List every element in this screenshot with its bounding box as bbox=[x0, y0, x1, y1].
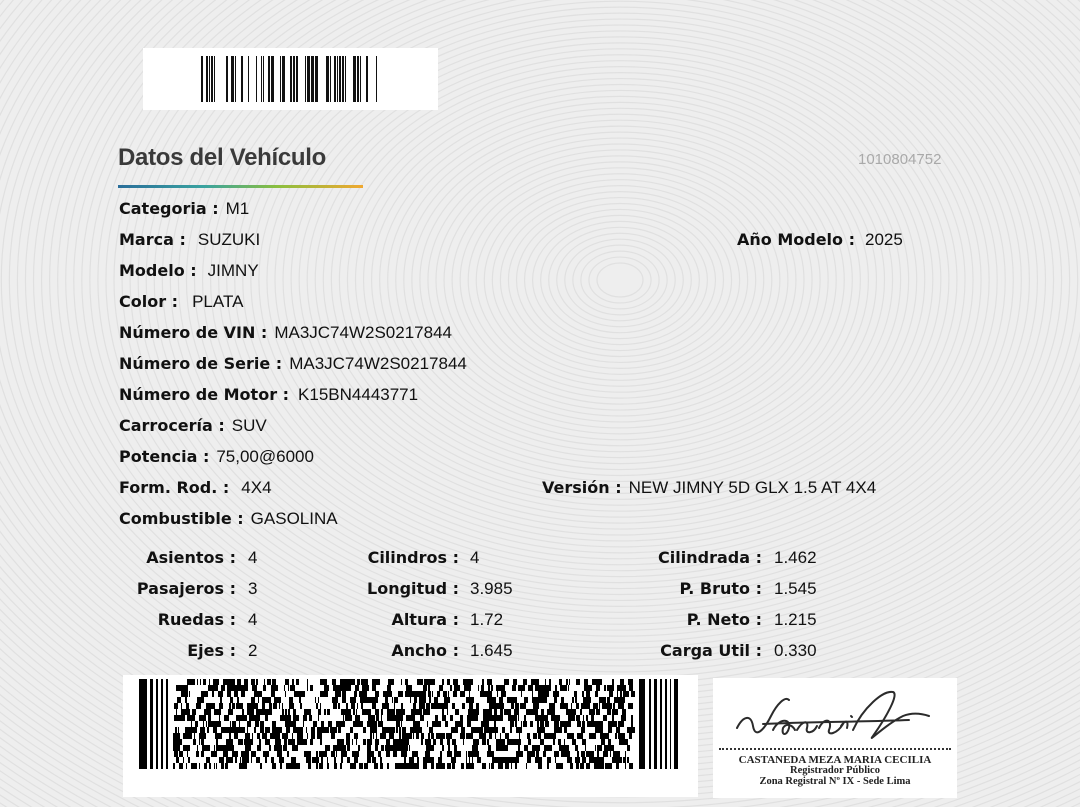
spec-pasajeros-label: Pasajeros : bbox=[136, 579, 236, 598]
spec-ejes-label: Ejes : bbox=[187, 641, 236, 660]
field-serie: Número de Serie : MA3JC74W2S0217844 bbox=[119, 354, 467, 373]
spec-p-bruto-label: P. Bruto : bbox=[679, 579, 762, 598]
spec-carga-util-value: 0.330 bbox=[774, 641, 817, 660]
field-categoria: Categoria : M1 bbox=[119, 199, 250, 218]
spec-ancho-label: Ancho : bbox=[391, 641, 459, 660]
spec-altura-value: 1.72 bbox=[470, 610, 504, 629]
registrar-name: CASTANEDA MEZA MARIA CECILIA bbox=[738, 754, 932, 766]
spec-asientos-value: 4 bbox=[248, 548, 258, 567]
spec-cilindros-value: 4 bbox=[470, 548, 480, 567]
spec-longitud-value: 3.985 bbox=[470, 579, 513, 598]
spec-asientos-label: Asientos : bbox=[146, 548, 236, 567]
field-potencia: Potencia : 75,00@6000 bbox=[119, 447, 314, 466]
spec-pasajeros-value: 3 bbox=[248, 579, 258, 598]
field-modelo: Modelo : JIMNY bbox=[119, 261, 259, 280]
spec-ruedas-label: Ruedas : bbox=[157, 610, 236, 629]
spec-cilindros-label: Cilindros : bbox=[367, 548, 459, 567]
field-form-rod: Form. Rod. : 4X4 bbox=[119, 478, 272, 497]
spec-carga-util-label: Carga Util : bbox=[660, 641, 762, 660]
spec-ancho-value: 1.645 bbox=[470, 641, 513, 660]
spec-longitud-label: Longitud : bbox=[367, 579, 459, 598]
document-number: 1010804752 bbox=[858, 151, 942, 168]
field-version: Versión : NEW JIMNY 5D GLX 1.5 AT 4X4 bbox=[542, 478, 877, 497]
spec-p-neto-label: P. Neto : bbox=[686, 610, 762, 629]
registrar-office: Zona Registral Nº IX - Sede Lima bbox=[759, 776, 911, 787]
field-motor: Número de Motor : K15BN4443771 bbox=[119, 385, 419, 404]
spec-cilindrada-label: Cilindrada : bbox=[658, 548, 762, 567]
signature-block bbox=[713, 678, 957, 798]
field-carroceria: Carrocería : SUV bbox=[119, 416, 267, 435]
spec-altura-label: Altura : bbox=[391, 610, 459, 629]
spec-p-bruto-value: 1.545 bbox=[774, 579, 817, 598]
signature-dotted-line bbox=[719, 748, 951, 750]
field-color: Color : PLATA bbox=[119, 292, 244, 311]
spec-ejes-value: 2 bbox=[248, 641, 258, 660]
spec-cilindrada-value: 1.462 bbox=[774, 548, 817, 567]
field-marca: Marca : SUZUKI bbox=[119, 230, 261, 249]
title-underline bbox=[118, 185, 363, 188]
top-barcode bbox=[143, 48, 438, 110]
spec-p-neto-value: 1.215 bbox=[774, 610, 817, 629]
field-anio-modelo: Año Modelo : 2025 bbox=[737, 230, 903, 249]
pdf417-barcode bbox=[123, 675, 698, 797]
registrar-role: Registrador Público bbox=[790, 765, 880, 776]
handwritten-signature bbox=[733, 686, 933, 748]
field-vin: Número de VIN : MA3JC74W2S0217844 bbox=[119, 323, 452, 342]
section-title: Datos del Vehículo bbox=[118, 144, 326, 171]
spec-ruedas-value: 4 bbox=[248, 610, 258, 629]
field-combustible: Combustible : GASOLINA bbox=[119, 509, 338, 528]
